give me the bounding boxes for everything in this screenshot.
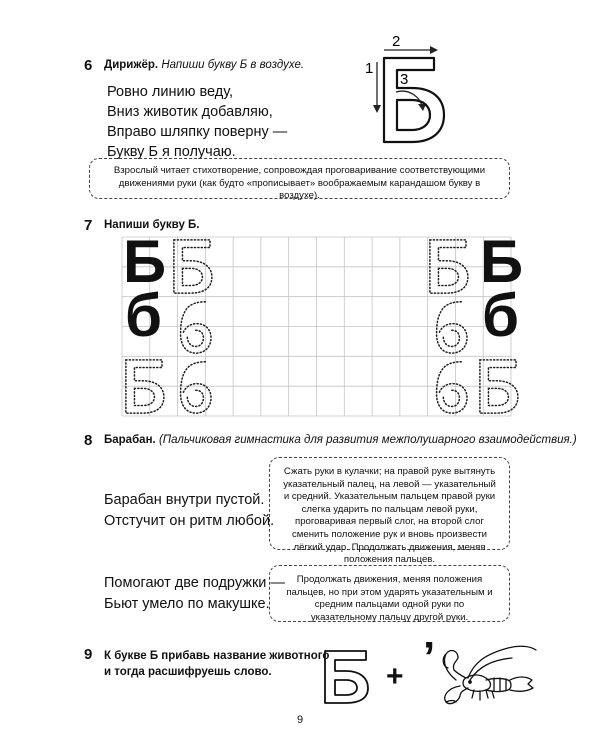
section-8-subtitle: (Пальчиковая гимнастика для развития межполушарного взаимодействия.) (158, 434, 577, 446)
section-6-title-text: Дирижёр. (104, 59, 159, 71)
grid-solid-upper-right: Б (480, 228, 524, 295)
section-7-number: 7 (84, 217, 93, 234)
trace-lower-b-row3-b (437, 362, 467, 413)
grid-solid-upper-left: Б (123, 228, 167, 295)
rebus-apostrophe: ’ (423, 633, 436, 682)
section-8-instruction-note-1: Сжать руки в кулачки; на правой руке вытянуть указательный палец, на левой — указательный и средний. Указательным пальцем правой руки слегка ударить по пальцам левой руки, проговаривая первый слог, на второй слог сменить положение рук и вновь произвести лёгкий удар. Продолжать движения, меняя положения пальцев. (269, 457, 510, 550)
verse-1-line-2: Отстучит он ритм любой. (104, 513, 275, 529)
page-number: 9 (296, 714, 304, 726)
poem-line-1: Ровно линию веду, (107, 84, 234, 100)
poem-line-2: Вниз животик добавляю, (107, 104, 273, 120)
section-9-number: 9 (84, 646, 93, 663)
rebus-plus-sign: + (386, 660, 404, 693)
section-9-title-line-1: К букве Б прибавь название животного (104, 650, 330, 662)
stroke-label-2: 2 (392, 33, 401, 50)
section-8-number: 8 (84, 432, 93, 449)
section-8-title (104, 434, 577, 446)
section-8-verse-2 (104, 573, 285, 615)
section-8-title-text: Барабан. (104, 434, 156, 446)
section-7-title: Напиши букву Б. (104, 219, 200, 231)
trace-lower-b-left (181, 302, 211, 353)
section-6-number: 6 (84, 57, 93, 74)
section-8-instruction-note-2: Продолжать движения, меняя положения пальцев, но при этом ударять указательным и средним пальцами одной руки по указательному пальцу другой руки. (269, 565, 510, 622)
verse-2-line-1: Помогают две подружки — (104, 575, 285, 591)
section-6-subtitle: Напиши букву Б в воздухе. (161, 59, 305, 71)
section-9-title (104, 648, 329, 680)
grid-solid-lower-left: б (125, 282, 163, 349)
verse-1-line-1: Барабан внутри пустой. (104, 492, 265, 508)
section-9-title-line-2: и тогда расшифруешь слово. (104, 666, 272, 678)
poem-line-4: Букву Б я получаю. (107, 144, 236, 160)
poem-line-3: Вправо шляпку поверну — (107, 124, 288, 140)
verse-2-line-2: Бьют умело по макушке. (104, 596, 270, 612)
stroke-label-1: 1 (365, 60, 374, 77)
section-6-instruction-note: Взрослый читает стихотворение, сопровождая проговаривание соответствующими движениями руки (как будто «прописывает» воображаемым карандашом букву в воздухе). (89, 158, 510, 199)
section-8-verse-1 (104, 490, 274, 532)
stroke-label-3: 3 (400, 71, 409, 88)
trace-lower-b-row3-a (181, 362, 211, 413)
outlined-letter-b-rebus (322, 648, 372, 706)
crayfish-icon (438, 640, 538, 708)
grid-solid-lower-right: б (482, 282, 520, 349)
trace-lower-b-right (437, 302, 467, 353)
